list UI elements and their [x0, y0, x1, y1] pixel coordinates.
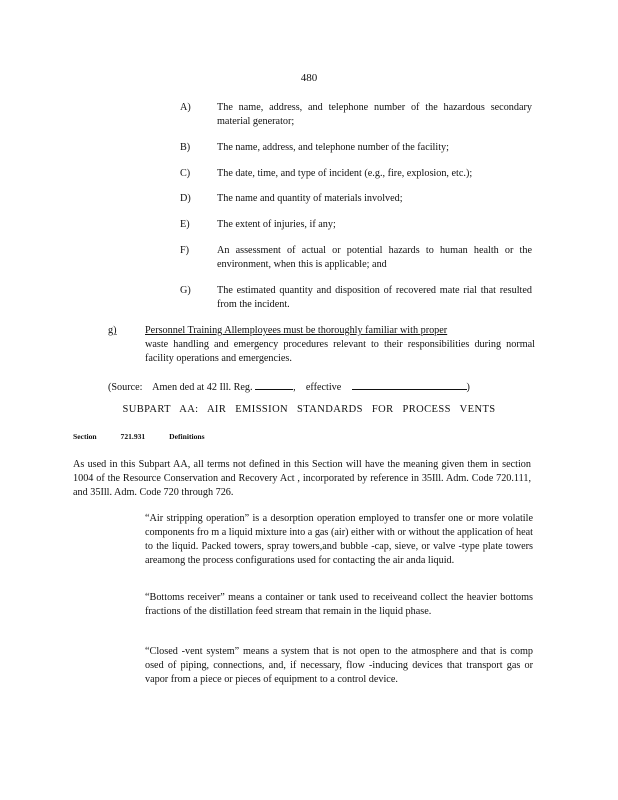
definition-closed-vent-system: “Closed -vent system” means a system that is not open to the atmosphere and that is comp osed of piping, connections, and, if necessary, flow -inducing devices that transport gas or vapor from a piece or pieces of equipment to a control device. [145, 646, 533, 685]
item-text-e: The extent of injuries, if any; [217, 219, 336, 230]
section-number: 721.931 [120, 432, 146, 441]
subsection-label-g: g) [108, 325, 117, 336]
source-amended: Amen ded at 42 Ill. Reg. [152, 382, 253, 393]
item-label-e: E) [180, 219, 190, 230]
register-page-blank [255, 379, 293, 390]
subsection-g-first-line [145, 324, 447, 338]
item-text-c: The date, time, and type of incident (e.g., fire, explosion, etc.); [217, 168, 473, 179]
source-effective: effective [305, 382, 342, 393]
item-label-g-upper: G) [180, 285, 191, 296]
page-number: 480 [300, 72, 318, 84]
source-separator: , [293, 382, 296, 393]
subsection-g-first-line-text: Personnel Training Allemployees must be thoroughly familiar with proper [145, 325, 448, 336]
item-text-d: The name and quantity of materials involved; [217, 193, 403, 204]
source-close: ) [466, 382, 470, 393]
source-prefix: (Source: [108, 382, 143, 393]
section-title: Definitions [169, 432, 205, 441]
definition-bottoms-receiver: “Bottoms receiver” means a container or tank used to receiveand collect the heavier bottoms fractions of the distillation feed stream that remain in the liquid phase. [145, 592, 533, 617]
intro-paragraph: As used in this Subpart AA, all terms not defined in this Section will have the meaning given them in section 1004 of the Resource Conservation and Recovery Act , incorporated by reference in 35Ill. Adm. Code 720.111, and 35Ill. Adm. Code 720 through 726. [73, 459, 531, 498]
subpart-heading: SUBPART AA: AIR EMISSION STANDARDS FOR PROCESS VENTS [122, 404, 496, 415]
item-label-f: F) [180, 245, 190, 256]
definition-air-stripping: “Air stripping operation” is a desorption operation employed to transfer one or more volatile components fro m a liquid mixture into a gas (air) either with or without the application of heat to the liquid. Packed towers, spray towers,and bubble -cap, sieve, or valve -type plate towers areamong the process configurations used for contacting the air anda liquid. [145, 513, 533, 566]
item-label-b: B) [180, 142, 191, 153]
item-label-a: A) [180, 102, 191, 113]
item-label-d: D) [180, 193, 191, 204]
effective-date-blank [352, 379, 467, 390]
item-text-a: The name, address, and telephone number of the hazardous secondary material generator; [217, 102, 532, 127]
source-note [108, 379, 470, 395]
item-text-f: An assessment of actual or potential hazards to human health or the environment, when this is applicable; and [217, 245, 532, 270]
section-label: Section [73, 432, 97, 441]
subsection-g-body: waste handling and emergency procedures relevant to their responsibilities during normal facility operations and emergencies. [145, 339, 535, 364]
item-text-g-upper: The estimated quantity and disposition of recovered mate rial that resulted from the incident. [217, 285, 532, 310]
item-label-c: C) [180, 168, 191, 179]
section-heading [73, 432, 227, 441]
item-text-b: The name, address, and telephone number of the facility; [217, 142, 449, 153]
